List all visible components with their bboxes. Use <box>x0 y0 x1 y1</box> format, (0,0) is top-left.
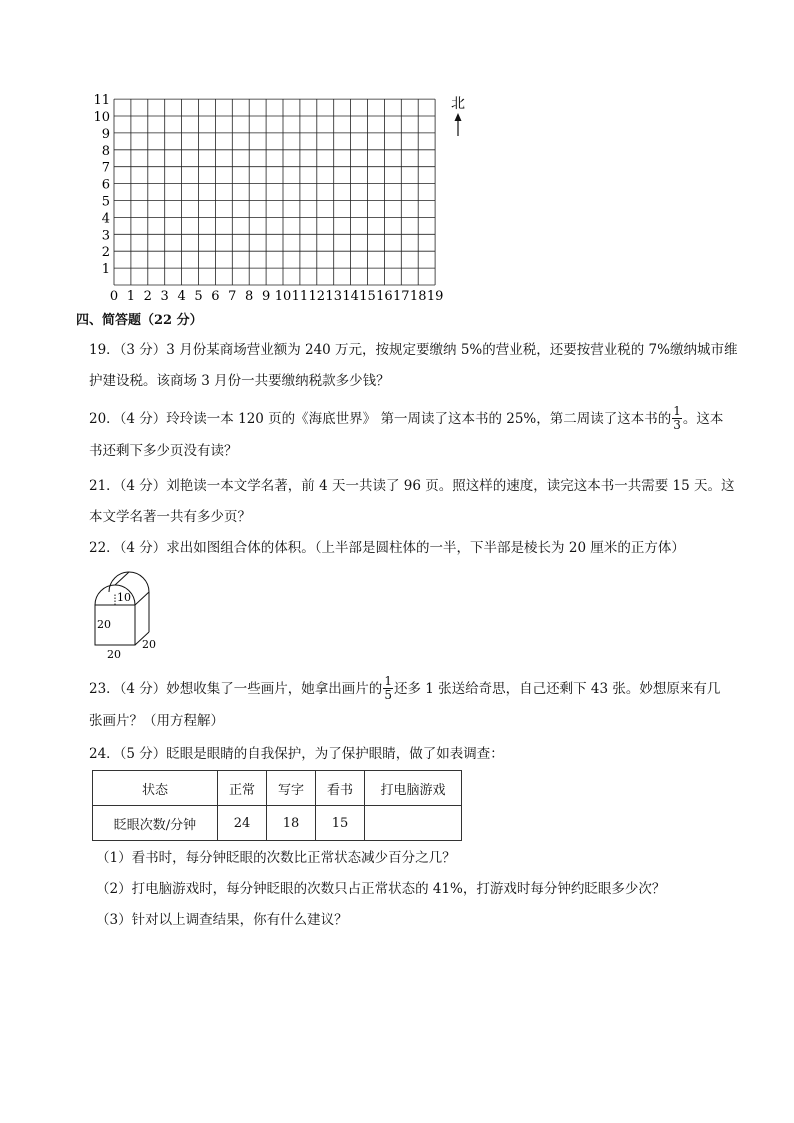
y-tick-label: 2 <box>101 245 110 261</box>
fig-height-label: 20 <box>97 618 111 631</box>
x-tick-label: 19 <box>426 289 444 304</box>
section-title: 四、简答题（22 分） <box>76 313 203 328</box>
x-tick-label: 10 <box>274 289 292 304</box>
x-tick-label: 7 <box>228 289 237 304</box>
q20-frac-num: 1 <box>673 404 681 418</box>
x-tick-label: 2 <box>143 289 152 304</box>
q20-text-b: 。这本 <box>682 411 724 427</box>
table-cell: 15 <box>316 806 365 841</box>
fig-width-label: 20 <box>107 648 121 660</box>
q21-line1: 21．（4 分）刘艳读一本文学名著，前 4 天一共读了 96 页。照这样的速度，读完这本书一共需要 15 天。这 <box>89 478 735 494</box>
north-arrow-icon <box>455 113 462 136</box>
blink-survey-table <box>92 770 462 841</box>
q23-fraction <box>383 675 393 702</box>
x-tick-label: 3 <box>160 289 169 304</box>
table-header-row <box>93 771 462 806</box>
q20-line2: 书还剩下多少页没有读？ <box>89 443 238 459</box>
y-tick-label: 7 <box>101 160 110 176</box>
fig-depth-label: 20 <box>142 638 156 651</box>
x-tick-label: 15 <box>359 289 376 304</box>
x-tick-label: 17 <box>393 289 410 304</box>
table-header-cell: 看书 <box>316 771 365 806</box>
q23-frac-den: 5 <box>384 688 392 702</box>
q21-line2: 本文学名著一共有多少页？ <box>89 509 251 525</box>
q23-text-b: 还多 1 张送给奇思，自己还剩下 43 张。妙想原来有几 <box>393 681 721 697</box>
north-label: 北 <box>451 96 465 112</box>
table-cell: 眨眼次数/分钟 <box>93 806 218 841</box>
q23-frac-num: 1 <box>384 674 392 688</box>
q24-line1: 24．（5 分）眨眼是眼睛的自我保护，为了保护眼睛，做了如表调查： <box>89 746 504 762</box>
x-tick-label: 13 <box>325 289 342 304</box>
x-tick-label: 8 <box>245 289 254 304</box>
table-header-cell: 打电脑游戏 <box>365 771 462 806</box>
x-tick-label: 0 <box>109 289 119 304</box>
q20-frac-den: 3 <box>673 418 681 432</box>
x-tick-label: 9 <box>261 289 271 304</box>
q22-line1: 22．（4 分）求出如图组合体的体积。（上半部是圆柱体的一半，下半部是棱长为 20 厘米的正方体） <box>89 540 685 556</box>
y-tick-label: 1 <box>101 262 110 278</box>
q24-sub3: （3）针对以上调查结果，你有什么建议？ <box>96 912 348 928</box>
table-header-cell: 正常 <box>218 771 267 806</box>
x-tick-label: 5 <box>194 289 203 304</box>
q23-line1 <box>89 676 720 703</box>
q24-sub1: （1）看书时，每分钟眨眼的次数比正常状态减少百分之几？ <box>96 850 456 866</box>
y-tick-label: 6 <box>101 177 110 193</box>
table-cell: 24 <box>218 806 267 841</box>
y-tick-label: 3 <box>101 228 110 244</box>
fig-radius-label: 10 <box>117 591 131 604</box>
y-tick-label: 11 <box>93 93 110 109</box>
x-tick-label: 4 <box>177 289 186 304</box>
composite-solid-figure <box>86 568 166 660</box>
table-header-cell: 写字 <box>267 771 316 806</box>
x-tick-label: 16 <box>376 289 393 304</box>
table-cell: 18 <box>267 806 316 841</box>
x-tick-label: 12 <box>308 289 326 304</box>
q20-fraction <box>672 405 682 432</box>
table-header-cell: 状态 <box>93 771 218 806</box>
x-tick-label: 6 <box>211 289 220 304</box>
q23-text-a: 23．（4 分）妙想收集了一些画片，她拿出画片的 <box>89 681 383 697</box>
y-tick-label: 9 <box>101 126 110 142</box>
q24-sub2: （2）打电脑游戏时，每分钟眨眼的次数只占正常状态的 41%，打游戏时每分钟约眨眼多少次？ <box>96 881 666 897</box>
y-tick-label: 5 <box>101 194 110 210</box>
y-tick-label: 10 <box>93 110 110 125</box>
x-tick-label: 11 <box>291 289 309 304</box>
q20-line1 <box>89 406 723 433</box>
y-axis-labels <box>93 93 110 277</box>
q20-text-a: 20．（4 分）玲玲读一本 120 页的《海底世界》 第一周读了这本书的 25%，第二周读了这本书的 <box>89 411 672 427</box>
x-tick-label: 1 <box>126 289 136 304</box>
q19-line2: 护建设税。该商场 3 月份一共要缴纳税款多少钱？ <box>89 373 390 389</box>
coordinate-grid <box>80 90 480 310</box>
table-cell <box>365 806 462 841</box>
q23-line2: 张画片？（用方程解） <box>89 713 224 729</box>
q19-line1: 19．（3 分）3 月份某商场营业额为 240 万元，按规定要缴纳 5%的营业税，还要按营业税的 7%缴纳城市维 <box>89 342 738 358</box>
x-tick-label: 14 <box>342 289 359 304</box>
y-tick-label: 8 <box>101 143 110 159</box>
x-tick-label: 18 <box>409 289 427 304</box>
grid-lines <box>114 99 435 285</box>
table-row <box>93 806 462 841</box>
x-axis-labels <box>110 289 444 304</box>
y-tick-label: 4 <box>101 211 110 227</box>
